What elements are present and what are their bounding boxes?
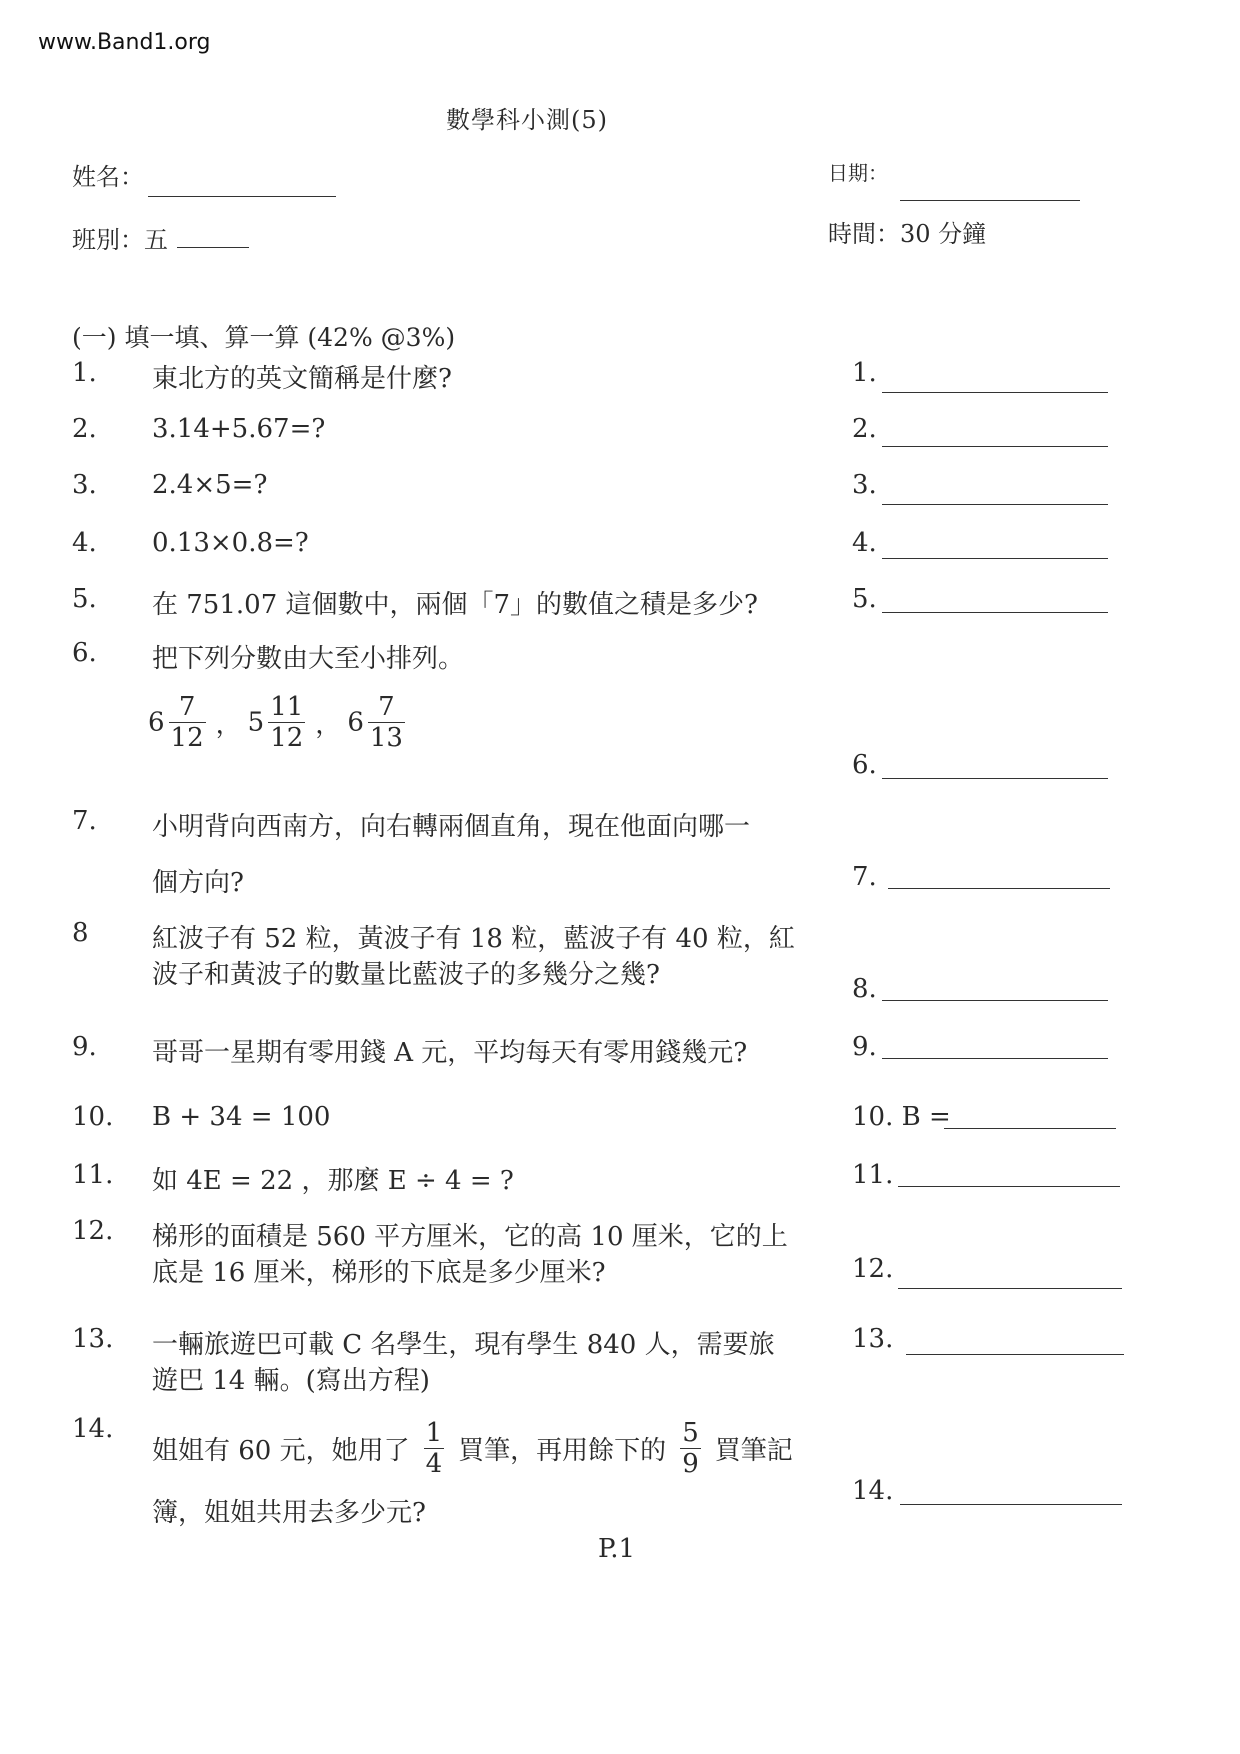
question-number: 9.	[72, 1032, 97, 1062]
question-text-part: 買筆，再用餘下的	[458, 1436, 667, 1466]
answer-number: 13.	[852, 1324, 894, 1354]
question-text: 在 751.07 這個數中，兩個「7」的數值之積是多少?	[152, 590, 758, 620]
fraction-whole: 6	[148, 707, 165, 738]
name-label: 姓名：	[72, 163, 144, 191]
question-text-line1: 一輛旅遊巴可載 C 名學生，現有學生 840 人，需要旅	[152, 1330, 775, 1360]
answer-field[interactable]	[882, 392, 1108, 393]
question-text: B + 34 = 100	[152, 1102, 331, 1132]
question-text: 東北方的英文簡稱是什麼?	[152, 364, 452, 394]
question-number: 11.	[72, 1160, 114, 1190]
answer-number: 8.	[852, 974, 877, 1004]
answer-number: 6.	[852, 750, 877, 780]
fraction	[680, 1420, 701, 1477]
fraction-numerator: 7	[378, 692, 395, 722]
answer-field[interactable]	[882, 778, 1108, 779]
fraction-denominator: 12	[170, 723, 204, 753]
fraction-denominator: 12	[270, 723, 304, 753]
answer-field[interactable]	[882, 446, 1108, 447]
fraction-numerator: 7	[178, 692, 196, 722]
answer-field[interactable]	[898, 1186, 1120, 1187]
answer-number: 3.	[852, 470, 877, 500]
answer-number: 14.	[852, 1476, 894, 1506]
question-text: 0.13×0.8=?	[152, 528, 309, 558]
question-number: 14.	[72, 1414, 114, 1444]
question-number: 8	[72, 918, 89, 948]
question-number: 4.	[72, 528, 97, 558]
fraction	[268, 694, 305, 751]
question-number: 12.	[72, 1216, 114, 1246]
question-text: 哥哥一星期有零用錢 A 元，平均每天有零用錢幾元?	[152, 1038, 748, 1068]
time-label: 時間：30 分鐘	[828, 220, 987, 248]
question-number: 3.	[72, 470, 97, 500]
section-heading: (一) 填一填、算一算 (42% @3%)	[72, 323, 456, 352]
name-field[interactable]	[148, 196, 336, 197]
answer-field[interactable]	[898, 1288, 1122, 1289]
question-text-line2: 波子和黃波子的數量比藍波子的多幾分之幾?	[152, 960, 660, 990]
answer-number: 2.	[852, 414, 877, 444]
question-text-line1: 紅波子有 52 粒，黃波子有 18 粒，藍波子有 40 粒，紅	[152, 924, 795, 954]
date-label: 日期：	[828, 161, 888, 185]
question-number: 2.	[72, 414, 97, 444]
fraction-numerator: 11	[270, 692, 304, 722]
question-text: 把下列分數由大至小排列。	[152, 644, 465, 674]
answer-number: 5.	[852, 584, 877, 614]
answer-field[interactable]	[888, 888, 1110, 889]
date-field[interactable]	[900, 200, 1080, 201]
question-number: 6.	[72, 638, 97, 668]
fraction-denominator: 4	[425, 1449, 443, 1479]
answer-number: 10. B =	[852, 1102, 951, 1132]
page-number: P.1	[598, 1534, 636, 1564]
fraction	[424, 1420, 445, 1477]
question-text-part: 姐姐有 60 元，她用了	[152, 1436, 410, 1466]
question-text-line2: 個方向?	[152, 868, 244, 898]
question-number: 5.	[72, 584, 97, 614]
fraction-separator: ，	[215, 710, 242, 740]
answer-field[interactable]	[944, 1128, 1116, 1129]
fraction-numerator: 5	[682, 1418, 699, 1448]
question-number: 7.	[72, 806, 97, 836]
question-number: 13.	[72, 1324, 114, 1354]
question-text: 如 4E = 22 ，那麼 E ÷ 4 = ?	[152, 1166, 514, 1196]
class-field[interactable]	[177, 247, 249, 248]
fraction-denominator: 9	[682, 1449, 699, 1479]
fraction-separator: ，	[315, 710, 342, 740]
question-text-line2: 遊巴 14 輛。(寫出方程)	[152, 1366, 430, 1396]
fraction	[169, 694, 206, 751]
fraction	[368, 694, 405, 751]
question-text-line1: 小明背向西南方，向右轉兩個直角，現在他面向哪一	[152, 812, 751, 842]
answer-number: 1.	[852, 358, 877, 388]
fraction-numerator: 1	[425, 1418, 443, 1448]
question-text-part: 買筆記	[714, 1436, 793, 1466]
question-text: 2.4×5=?	[152, 470, 268, 500]
question-text-line1	[152, 1420, 793, 1477]
answer-field[interactable]	[906, 1354, 1124, 1355]
answer-number: 11.	[852, 1160, 894, 1190]
answer-number: 12.	[852, 1254, 894, 1284]
fraction-list	[148, 694, 409, 751]
answer-field[interactable]	[882, 504, 1108, 505]
page-title: 數學科小測(5)	[446, 106, 608, 134]
fraction-whole: 6	[347, 707, 364, 738]
site-url: www.Band1.org	[38, 30, 211, 55]
fraction-whole: 5	[247, 707, 265, 738]
class-label: 班別：五	[72, 226, 168, 254]
question-number: 10.	[72, 1102, 114, 1132]
answer-field[interactable]	[882, 612, 1108, 613]
answer-field[interactable]	[882, 1058, 1108, 1059]
answer-number: 4.	[852, 528, 877, 558]
question-text-line1: 梯形的面積是 560 平方厘米，它的高 10 厘米，它的上	[152, 1222, 788, 1252]
answer-field[interactable]	[882, 558, 1108, 559]
answer-number: 7.	[852, 862, 877, 892]
question-text-line2: 簿，姐姐共用去多少元?	[152, 1498, 426, 1528]
question-text-line2: 底是 16 厘米，梯形的下底是多少厘米?	[152, 1258, 606, 1288]
question-number: 1.	[72, 358, 97, 388]
answer-number: 9.	[852, 1032, 877, 1062]
answer-field[interactable]	[900, 1504, 1122, 1505]
fraction-denominator: 13	[369, 723, 403, 753]
question-text: 3.14+5.67=?	[152, 414, 326, 444]
answer-field[interactable]	[882, 1000, 1108, 1001]
